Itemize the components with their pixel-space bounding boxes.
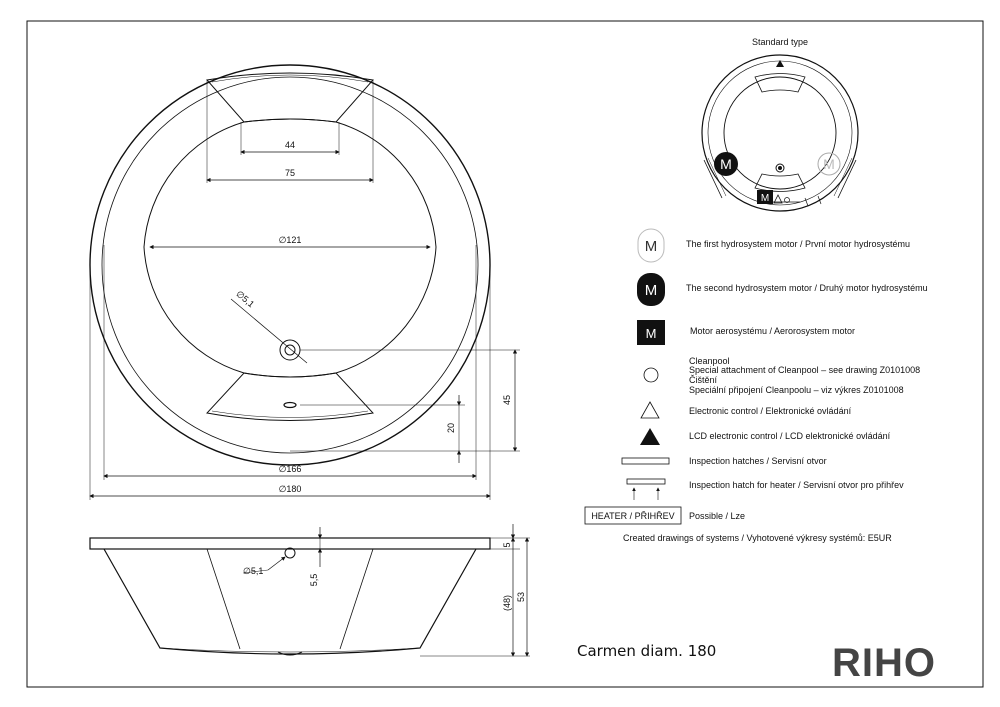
legend-second-motor: The second hydrosystem motor / Druhý motor hydrosystému (686, 283, 928, 293)
aero-motor-glyph: M (760, 193, 770, 204)
dim-drain: ∅5,1 (234, 288, 257, 310)
dim-20: 20 (446, 422, 456, 434)
legend-possible: Possible / Lze (689, 511, 746, 521)
second-motor-glyph: M (720, 156, 732, 172)
side-dim-drain: ∅5,1 (243, 566, 264, 576)
standard-type-title: Standard type (751, 37, 809, 47)
heater-box-label: HEATER / PŘIHŘEV (591, 511, 675, 521)
bottom-seat (207, 373, 373, 421)
legend-aero-motor: Motor aerosystému / Aerorosystem motor (690, 326, 856, 336)
legend-created: Created drawings of systems / Vyhotovené výkresy systémů: E5UR (623, 533, 892, 543)
top-view (90, 65, 520, 500)
inner-rim (102, 77, 478, 453)
legend-cleanpool-2: Special attachment of Cleanpool – see drawing Z0101008 (689, 365, 921, 375)
basin-outline (144, 119, 436, 377)
legend-cleanpool-4: Speciální připojení Cleanpoolu – viz výkres Z0101008 (689, 385, 904, 395)
legend-aero-motor-glyph: M (645, 326, 657, 341)
top-seat (207, 73, 373, 122)
dim-45: 45 (502, 394, 512, 406)
dim-166: ∅166 (278, 464, 302, 474)
cleanpool-icon (644, 368, 658, 382)
drain-inner (285, 345, 295, 355)
brand-logo: RIHO (832, 641, 936, 685)
side-dim-48: (48) (502, 594, 512, 612)
inspection-hatch-icon (622, 458, 669, 464)
dim-121: ∅121 (278, 235, 302, 245)
side-dim-5: 5 (502, 542, 512, 548)
dim-44: 44 (284, 140, 296, 150)
side-view (90, 524, 530, 656)
legend-hatches: Inspection hatches / Servisní otvor (689, 456, 827, 466)
drawing-frame (27, 21, 983, 687)
legend-lcd: LCD electronic control / LCD elektronické ovládání (689, 431, 891, 441)
standard-type-view (702, 55, 858, 211)
dim-180: ∅180 (278, 484, 302, 494)
legend-first-motor-glyph: M (644, 238, 658, 255)
first-motor-glyph: M (823, 156, 835, 172)
legend-second-motor-glyph: M (644, 282, 658, 299)
legend-heater-hatch: Inspection hatch for heater / Servisní otvor pro přihřev (689, 480, 904, 490)
legend-electronic: Electronic control / Elektronické ovládání (689, 406, 852, 416)
overflow (284, 403, 296, 408)
side-dim-5-5: 5,5 (309, 573, 319, 587)
side-dim-53: 53 (516, 591, 526, 603)
product-name: Carmen diam. 180 (577, 642, 717, 660)
dim-75: 75 (284, 168, 296, 178)
side-rim (90, 538, 490, 549)
lcd-control-icon (640, 428, 660, 445)
legend (585, 229, 928, 543)
side-body (104, 549, 476, 654)
heater-hatch-icon (627, 479, 665, 484)
electronic-control-icon (641, 402, 659, 418)
legend-first-motor: The first hydrosystem motor / První motor hydrosystému (686, 239, 911, 249)
legend-cleanpool-1: Cleanpool (689, 356, 730, 366)
legend-cleanpool-3: Čištění (689, 375, 718, 385)
